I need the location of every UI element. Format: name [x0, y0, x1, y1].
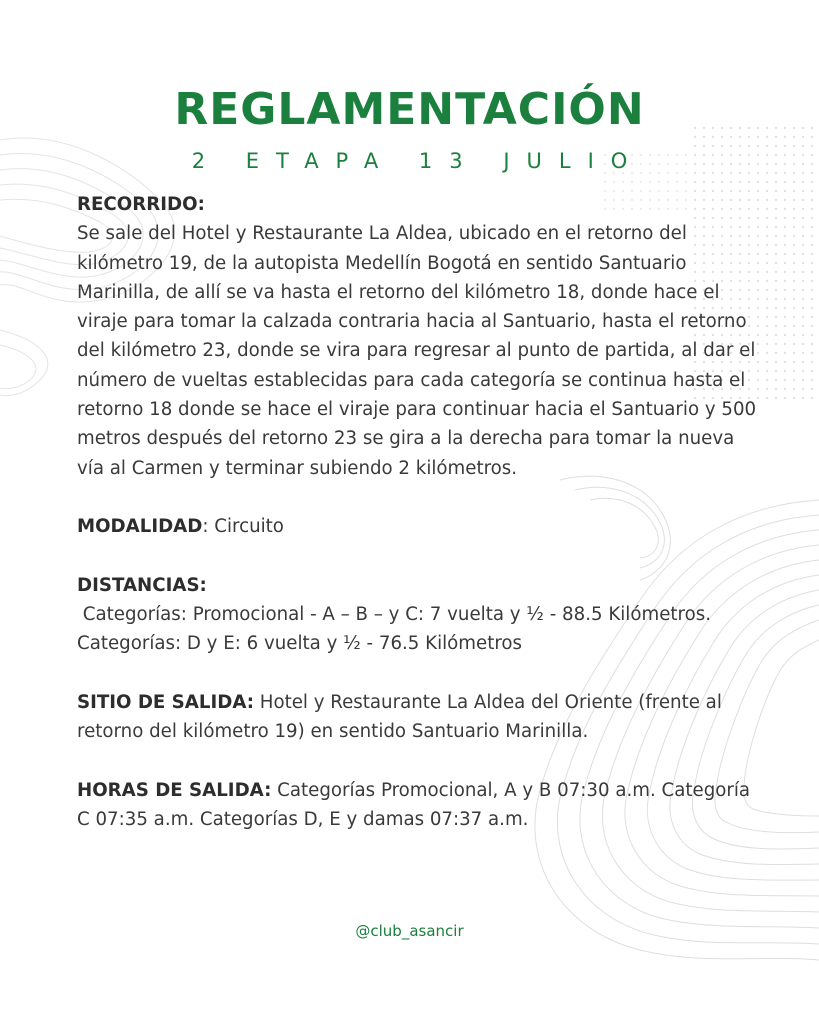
sitio-salida-text: Hotel y Restaurante La Aldea del Oriente (frente al retorno del kilómetro 19) en sentido Santuario Marinilla.: [77, 692, 722, 743]
distancias-section: [77, 571, 762, 659]
page-subtitle: 2 ETAPA 13 JULIO: [191, 149, 645, 173]
distancias-label: DISTANCIAS:: [77, 574, 207, 596]
distancias-line-2: Categorías: D y E: 6 vuelta y ½ - 76.5 Kilómetros: [77, 633, 523, 655]
horas-salida-label: HORAS DE SALIDA:: [77, 779, 272, 801]
social-handle: @club_asancir: [355, 922, 464, 940]
page-title: REGLAMENTACIÓN: [174, 84, 645, 135]
sitio-salida-label: SITIO DE SALIDA:: [77, 692, 254, 714]
horas-salida-section: [77, 776, 762, 835]
recorrido-text: Se sale del Hotel y Restaurante La Aldea, ubicado en el retorno del kilómetro 19, de la autopista Medellín Bogotá en sentido Santuario Marinilla, de allí se va hasta el retorno del kilómetro 18, donde hace el viraje para tomar la calzada contraria hacia al Santuario, hasta el retorno del kilómetro 23, donde se vira para regresar al punto de partida, al dar el número de vueltas establecidas para cada categoría se continua hasta el retorno 18 donde se hace el viraje para continuar hacia el Santuario y 500 metros después del retorno 23 se gira a la derecha para tomar la nueva vía al Carmen y terminar subiendo 2 kilómetros.: [77, 223, 757, 479]
regulation-body: [77, 190, 762, 835]
modalidad-label: MODALIDAD: [77, 516, 203, 538]
recorrido-section: [77, 190, 762, 483]
sitio-salida-section: [77, 688, 762, 747]
recorrido-label: RECORRIDO:: [77, 194, 205, 215]
modalidad-value: : Circuito: [202, 516, 284, 538]
distancias-line-1: Categorías: Promocional - A – B – y C: 7 vuelta y ½ - 88.5 Kilómetros.: [77, 604, 711, 626]
horas-salida-text: Categorías Promocional, A y B 07:30 a.m. Categoría C 07:35 a.m. Categorías D, E y damas 07:37 a.m.: [77, 779, 751, 831]
modalidad-section: [77, 512, 762, 541]
